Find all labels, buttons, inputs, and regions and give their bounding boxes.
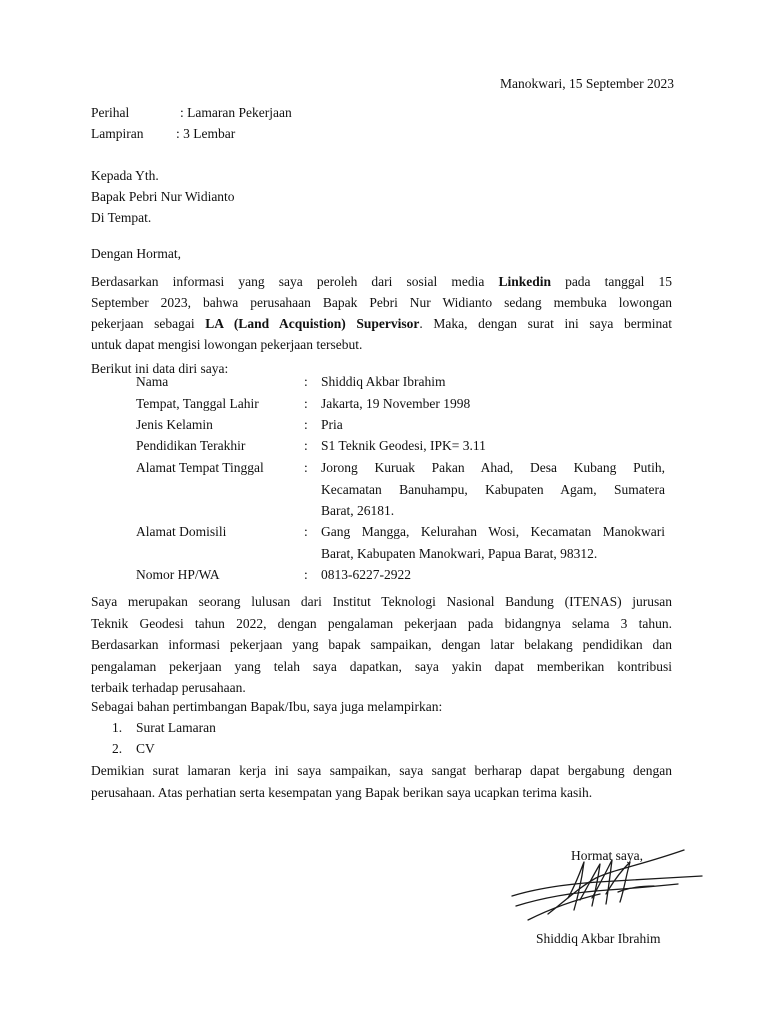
recipient-line-1: Kepada Yth. (91, 168, 159, 183)
salutation: Hormat saya, (571, 848, 643, 863)
intro-paragraph (91, 271, 672, 355)
position-text: LA (Land Acquistion) Supervisor (205, 316, 420, 331)
perihal-value: : Lamaran Pekerjaan (180, 105, 292, 120)
intro-line-2: September 2023, bahwa perusahaan Bapak Pebri Nur Widianto sedang membuka lowongan (91, 295, 672, 310)
jk-label: Jenis Kelamin (136, 417, 213, 432)
colon: : (304, 460, 308, 475)
hp-value: 0813-6227-2922 (321, 567, 411, 582)
colon: : (304, 374, 308, 389)
recipient-line-3: Di Tempat. (91, 210, 152, 225)
pendidikan-value: S1 Teknik Geodesi, IPK= 3.11 (321, 438, 486, 453)
lampiran-value: : 3 Lembar (176, 126, 236, 141)
closing-paragraph: Demikian surat lamaran kerja ini saya sampaikan, saya sangat berharap dapat bergabung dengan perusahaan. Atas perhatian serta kesempatan yang Bapak berikan saya ucapkan terima kasih. (91, 763, 672, 800)
alamat-label: Alamat Tempat Tinggal (136, 460, 264, 475)
background-paragraph: Saya merupakan seorang lulusan dari Institut Teknologi Nasional Bandung (ITENAS) jurusan Teknik Geodesi tahun 2022, dengan pengalaman pekerjaan pada bidangnya selama 3 tahun. Berdasarkan informasi pekerjaan yang bapak sampaikan, dengan latar belakang pendidikan dan pengalaman pekerjaan yang telah saya dapatkan, saya yakin dapat memberikan kontribusi terbaik terhadap perusahaan. (91, 594, 672, 695)
alamat-value: Jorong Kuruak Pakan Ahad, Desa Kubang Putih, Kecamatan Banuhampu, Kabupaten Agam, Sumatera Barat, 26181. (321, 460, 665, 518)
hp-label: Nomor HP/WA (136, 567, 220, 582)
pendidikan-label: Pendidikan Terakhir (136, 438, 246, 453)
list-item: CV (136, 741, 155, 756)
recipient-line-2: Bapak Pebri Nur Widianto (91, 189, 235, 204)
domisili-label: Alamat Domisili (136, 524, 227, 539)
colon: : (304, 567, 308, 582)
intro-line-4: untuk dapat mengisi lowongan pekerjaan tersebut. (91, 337, 363, 352)
place-date: Manokwari, 15 September 2023 (500, 76, 674, 91)
greeting: Dengan Hormat, (91, 246, 181, 261)
intro-line-1: Berdasarkan informasi yang saya peroleh dari sosial media Linkedin pada tanggal 15 (91, 274, 672, 289)
domisili-value: Gang Mangga, Kelurahan Wosi, Kecamatan Manokwari Barat, Kabupaten Manokwari, Papua Barat, 98312. (321, 524, 665, 561)
colon: : (304, 438, 308, 453)
attachments-intro: Sebagai bahan pertimbangan Bapak/Ibu, saya juga melampirkan: (91, 699, 443, 714)
handwritten-signature (508, 848, 708, 928)
colon: : (304, 396, 308, 411)
colon: : (304, 417, 308, 432)
list-item-number: 2. (112, 741, 123, 756)
signer-name: Shiddiq Akbar Ibrahim (536, 931, 661, 946)
ttl-value: Jakarta, 19 November 1998 (321, 396, 471, 411)
perihal-label: Perihal (91, 105, 130, 120)
nama-value: Shiddiq Akbar Ibrahim (321, 374, 446, 389)
nama-label: Nama (136, 374, 169, 389)
colon: : (304, 524, 308, 539)
jk-value: Pria (321, 417, 343, 432)
list-item: Surat Lamaran (136, 720, 216, 735)
linkedin-text: Linkedin (498, 274, 551, 289)
ttl-label: Tempat, Tanggal Lahir (136, 396, 259, 411)
list-item-number: 1. (112, 720, 123, 735)
lampiran-label: Lampiran (91, 126, 144, 141)
data-intro: Berikut ini data diri saya: (91, 361, 229, 376)
intro-line-3: pekerjaan sebagai LA (Land Acquistion) Supervisor. Maka, dengan surat ini saya berminat (91, 316, 672, 331)
